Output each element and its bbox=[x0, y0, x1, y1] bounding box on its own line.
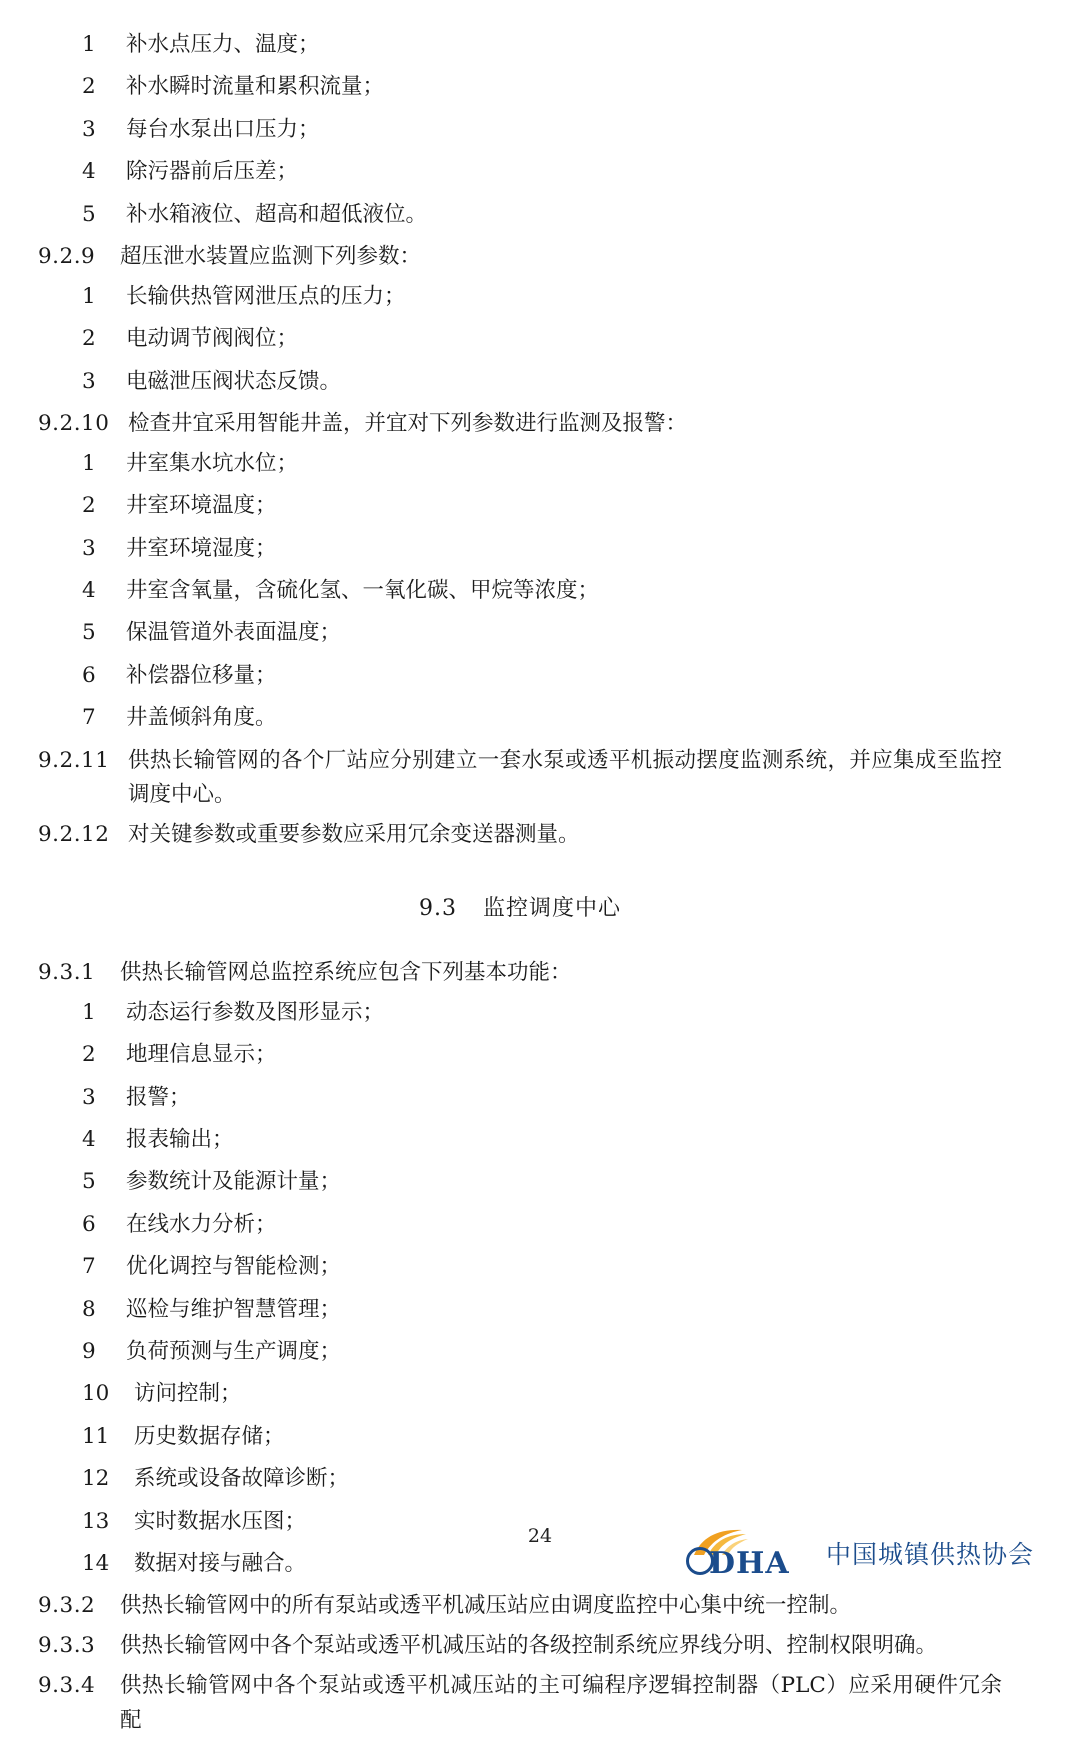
list-item-text: 井盖倾斜角度。 bbox=[126, 705, 277, 731]
list-item-number: 5 bbox=[82, 1169, 96, 1195]
list-item-text: 电动调节阀阀位； bbox=[126, 326, 299, 352]
clause-paragraph bbox=[38, 1669, 1002, 1739]
list-item-text: 井室含氧量，含硫化氢、一氧化碳、甲烷等浓度； bbox=[126, 577, 600, 603]
list-item bbox=[38, 659, 1002, 693]
list-item-text: 补水点压力、温度； bbox=[126, 32, 320, 57]
list-item-text: 动态运行参数及图形显示； bbox=[126, 999, 385, 1025]
list-item-number: 4 bbox=[82, 159, 96, 185]
list-item bbox=[38, 532, 1002, 566]
list-item bbox=[38, 1123, 1002, 1157]
clause-paragraph bbox=[38, 1629, 1002, 1664]
clause-number: 9.3.3 bbox=[38, 1633, 96, 1659]
list-item bbox=[38, 489, 1002, 523]
clause-paragraph bbox=[38, 956, 1002, 991]
list-item bbox=[38, 1081, 1002, 1115]
list-item-text: 在线水力分析； bbox=[126, 1211, 277, 1237]
clause-text: 供热长输管网的各个厂站应分别建立一套水泵或透平机振动摆度监测系统，并应集成至监控调度中心。 bbox=[128, 747, 1002, 808]
list-item-number: 12 bbox=[82, 1466, 110, 1492]
clause-number: 9.3.2 bbox=[38, 1593, 96, 1619]
list-item-text: 报表输出； bbox=[126, 1127, 234, 1152]
list-item bbox=[38, 701, 1002, 735]
list-item-number: 5 bbox=[82, 620, 96, 646]
list-item-text: 井室环境温度； bbox=[126, 493, 277, 519]
list-item-number: 6 bbox=[82, 662, 96, 688]
clause-number: 9.2.12 bbox=[38, 822, 110, 848]
list-item bbox=[38, 616, 1002, 650]
list-item-text: 补偿器位移量； bbox=[126, 662, 277, 688]
list-item-number: 5 bbox=[82, 201, 96, 227]
list-item-text: 井室集水坑水位； bbox=[126, 450, 299, 476]
list-item-number: 2 bbox=[82, 493, 96, 519]
list-item bbox=[38, 1462, 1002, 1496]
list-item-text: 电磁泄压阀状态反馈。 bbox=[126, 368, 342, 394]
list-item-text: 补水瞬时流量和累积流量； bbox=[126, 74, 385, 100]
list-item-number: 3 bbox=[82, 368, 96, 394]
list-item-number: 2 bbox=[82, 326, 96, 352]
list-item bbox=[38, 280, 1002, 314]
list-item-text: 地理信息显示； bbox=[126, 1042, 277, 1068]
clause-text: 超压泄水装置应监测下列参数： bbox=[120, 243, 422, 269]
list-item bbox=[38, 1038, 1002, 1072]
list-item-text: 报警； bbox=[126, 1084, 191, 1110]
list-item-text: 历史数据存储； bbox=[134, 1423, 285, 1449]
clause-paragraph bbox=[38, 407, 1002, 442]
document-body bbox=[38, 28, 1002, 1739]
list-item-text: 参数统计及能源计量； bbox=[126, 1169, 342, 1195]
clause-number: 9.3.4 bbox=[38, 1672, 96, 1698]
list-item-number: 1 bbox=[82, 999, 96, 1025]
list-item-number: 7 bbox=[82, 1254, 96, 1280]
list-item-number: 7 bbox=[82, 705, 96, 731]
section-heading bbox=[38, 891, 1002, 922]
logo-abbrev-text: DHA bbox=[708, 1546, 790, 1581]
list-item-text: 系统或设备故障诊断； bbox=[134, 1466, 350, 1492]
clause-paragraph bbox=[38, 240, 1002, 275]
list-item bbox=[38, 113, 1002, 147]
logo-mark bbox=[684, 1525, 816, 1581]
list-item-number: 11 bbox=[82, 1423, 110, 1449]
list-item bbox=[38, 574, 1002, 608]
list-item bbox=[38, 1377, 1002, 1411]
list-item-number: 1 bbox=[82, 283, 96, 309]
clause-paragraph bbox=[38, 818, 1002, 853]
list-item-number: 4 bbox=[82, 1127, 96, 1152]
list-item bbox=[38, 1165, 1002, 1199]
list-item-number: 1 bbox=[82, 450, 96, 476]
list-item-text: 每台水泵出口压力； bbox=[126, 116, 320, 142]
clause-paragraph bbox=[38, 744, 1002, 814]
list-item-number: 2 bbox=[82, 1042, 96, 1068]
list-item-text: 优化调控与智能检测； bbox=[126, 1254, 342, 1280]
list-item-number: 13 bbox=[82, 1508, 110, 1534]
clause-number: 9.2.9 bbox=[38, 243, 96, 269]
list-item-text: 除污器前后压差； bbox=[126, 159, 299, 185]
list-item-number: 2 bbox=[82, 74, 96, 100]
clause-paragraph bbox=[38, 1589, 1002, 1624]
list-item bbox=[38, 155, 1002, 189]
list-item-number: 1 bbox=[82, 32, 96, 57]
clause-number: 9.2.11 bbox=[38, 747, 110, 773]
page-number: 24 bbox=[527, 1525, 553, 1547]
list-item-number: 3 bbox=[82, 535, 96, 561]
list-item-text: 数据对接与融合。 bbox=[134, 1550, 307, 1576]
clause-number: 9.2.10 bbox=[38, 410, 110, 436]
list-item bbox=[38, 447, 1002, 481]
list-item-text: 访问控制； bbox=[134, 1381, 242, 1407]
list-item bbox=[38, 1293, 1002, 1327]
list-item bbox=[38, 1420, 1002, 1454]
list-item-number: 6 bbox=[82, 1211, 96, 1237]
list-item bbox=[38, 996, 1002, 1030]
clause-text: 供热长输管网总监控系统应包含下列基本功能： bbox=[120, 960, 572, 985]
list-item bbox=[38, 322, 1002, 356]
list-item-number: 4 bbox=[82, 577, 96, 603]
list-item-text: 负荷预测与生产调度； bbox=[126, 1338, 342, 1364]
list-item-text: 实时数据水压图； bbox=[134, 1508, 307, 1534]
list-item bbox=[38, 198, 1002, 232]
clause-text: 供热长输管网中各个泵站或透平机减压站的各级控制系统应界线分明、控制权限明确。 bbox=[120, 1633, 938, 1659]
list-item-number: 8 bbox=[82, 1296, 96, 1322]
clause-text: 检查井宜采用智能井盖，并宜对下列参数进行监测及报警： bbox=[128, 410, 688, 436]
list-item-number: 14 bbox=[82, 1550, 110, 1576]
logo-organization-name: 中国城镇供热协会 bbox=[825, 1540, 1034, 1569]
list-item bbox=[38, 28, 1002, 62]
logo-abbrev bbox=[686, 1546, 790, 1581]
clause-text: 供热长输管网中的所有泵站或透平机减压站应由调度监控中心集中统一控制。 bbox=[120, 1593, 852, 1619]
list-item bbox=[38, 365, 1002, 399]
list-item bbox=[38, 1250, 1002, 1284]
list-item-number: 9 bbox=[82, 1338, 96, 1364]
clause-text: 供热长输管网中各个泵站或透平机减压站的主可编程序逻辑控制器（PLC）应采用硬件冗余配 bbox=[120, 1672, 1002, 1733]
list-item-text: 井室环境湿度； bbox=[126, 535, 277, 561]
list-item-number: 3 bbox=[82, 116, 96, 142]
section-heading-number: 9.3 bbox=[418, 896, 457, 921]
list-item-text: 保温管道外表面温度； bbox=[126, 620, 342, 646]
list-item-text: 长输供热管网泄压点的压力； bbox=[126, 283, 406, 309]
list-item-number: 3 bbox=[82, 1084, 96, 1110]
clause-text: 对关键参数或重要参数应采用冗余变送器测量。 bbox=[128, 822, 580, 848]
list-item bbox=[38, 1208, 1002, 1242]
list-item bbox=[38, 1335, 1002, 1369]
list-item-text: 补水箱液位、超高和超低液位。 bbox=[126, 201, 428, 227]
list-item-text: 巡检与维护智慧管理； bbox=[126, 1296, 342, 1322]
organization-logo bbox=[684, 1525, 1034, 1581]
clause-number: 9.3.1 bbox=[38, 960, 96, 985]
list-item bbox=[38, 70, 1002, 104]
list-item-number: 10 bbox=[82, 1381, 110, 1407]
section-heading-text: 监控调度中心 bbox=[482, 896, 621, 921]
